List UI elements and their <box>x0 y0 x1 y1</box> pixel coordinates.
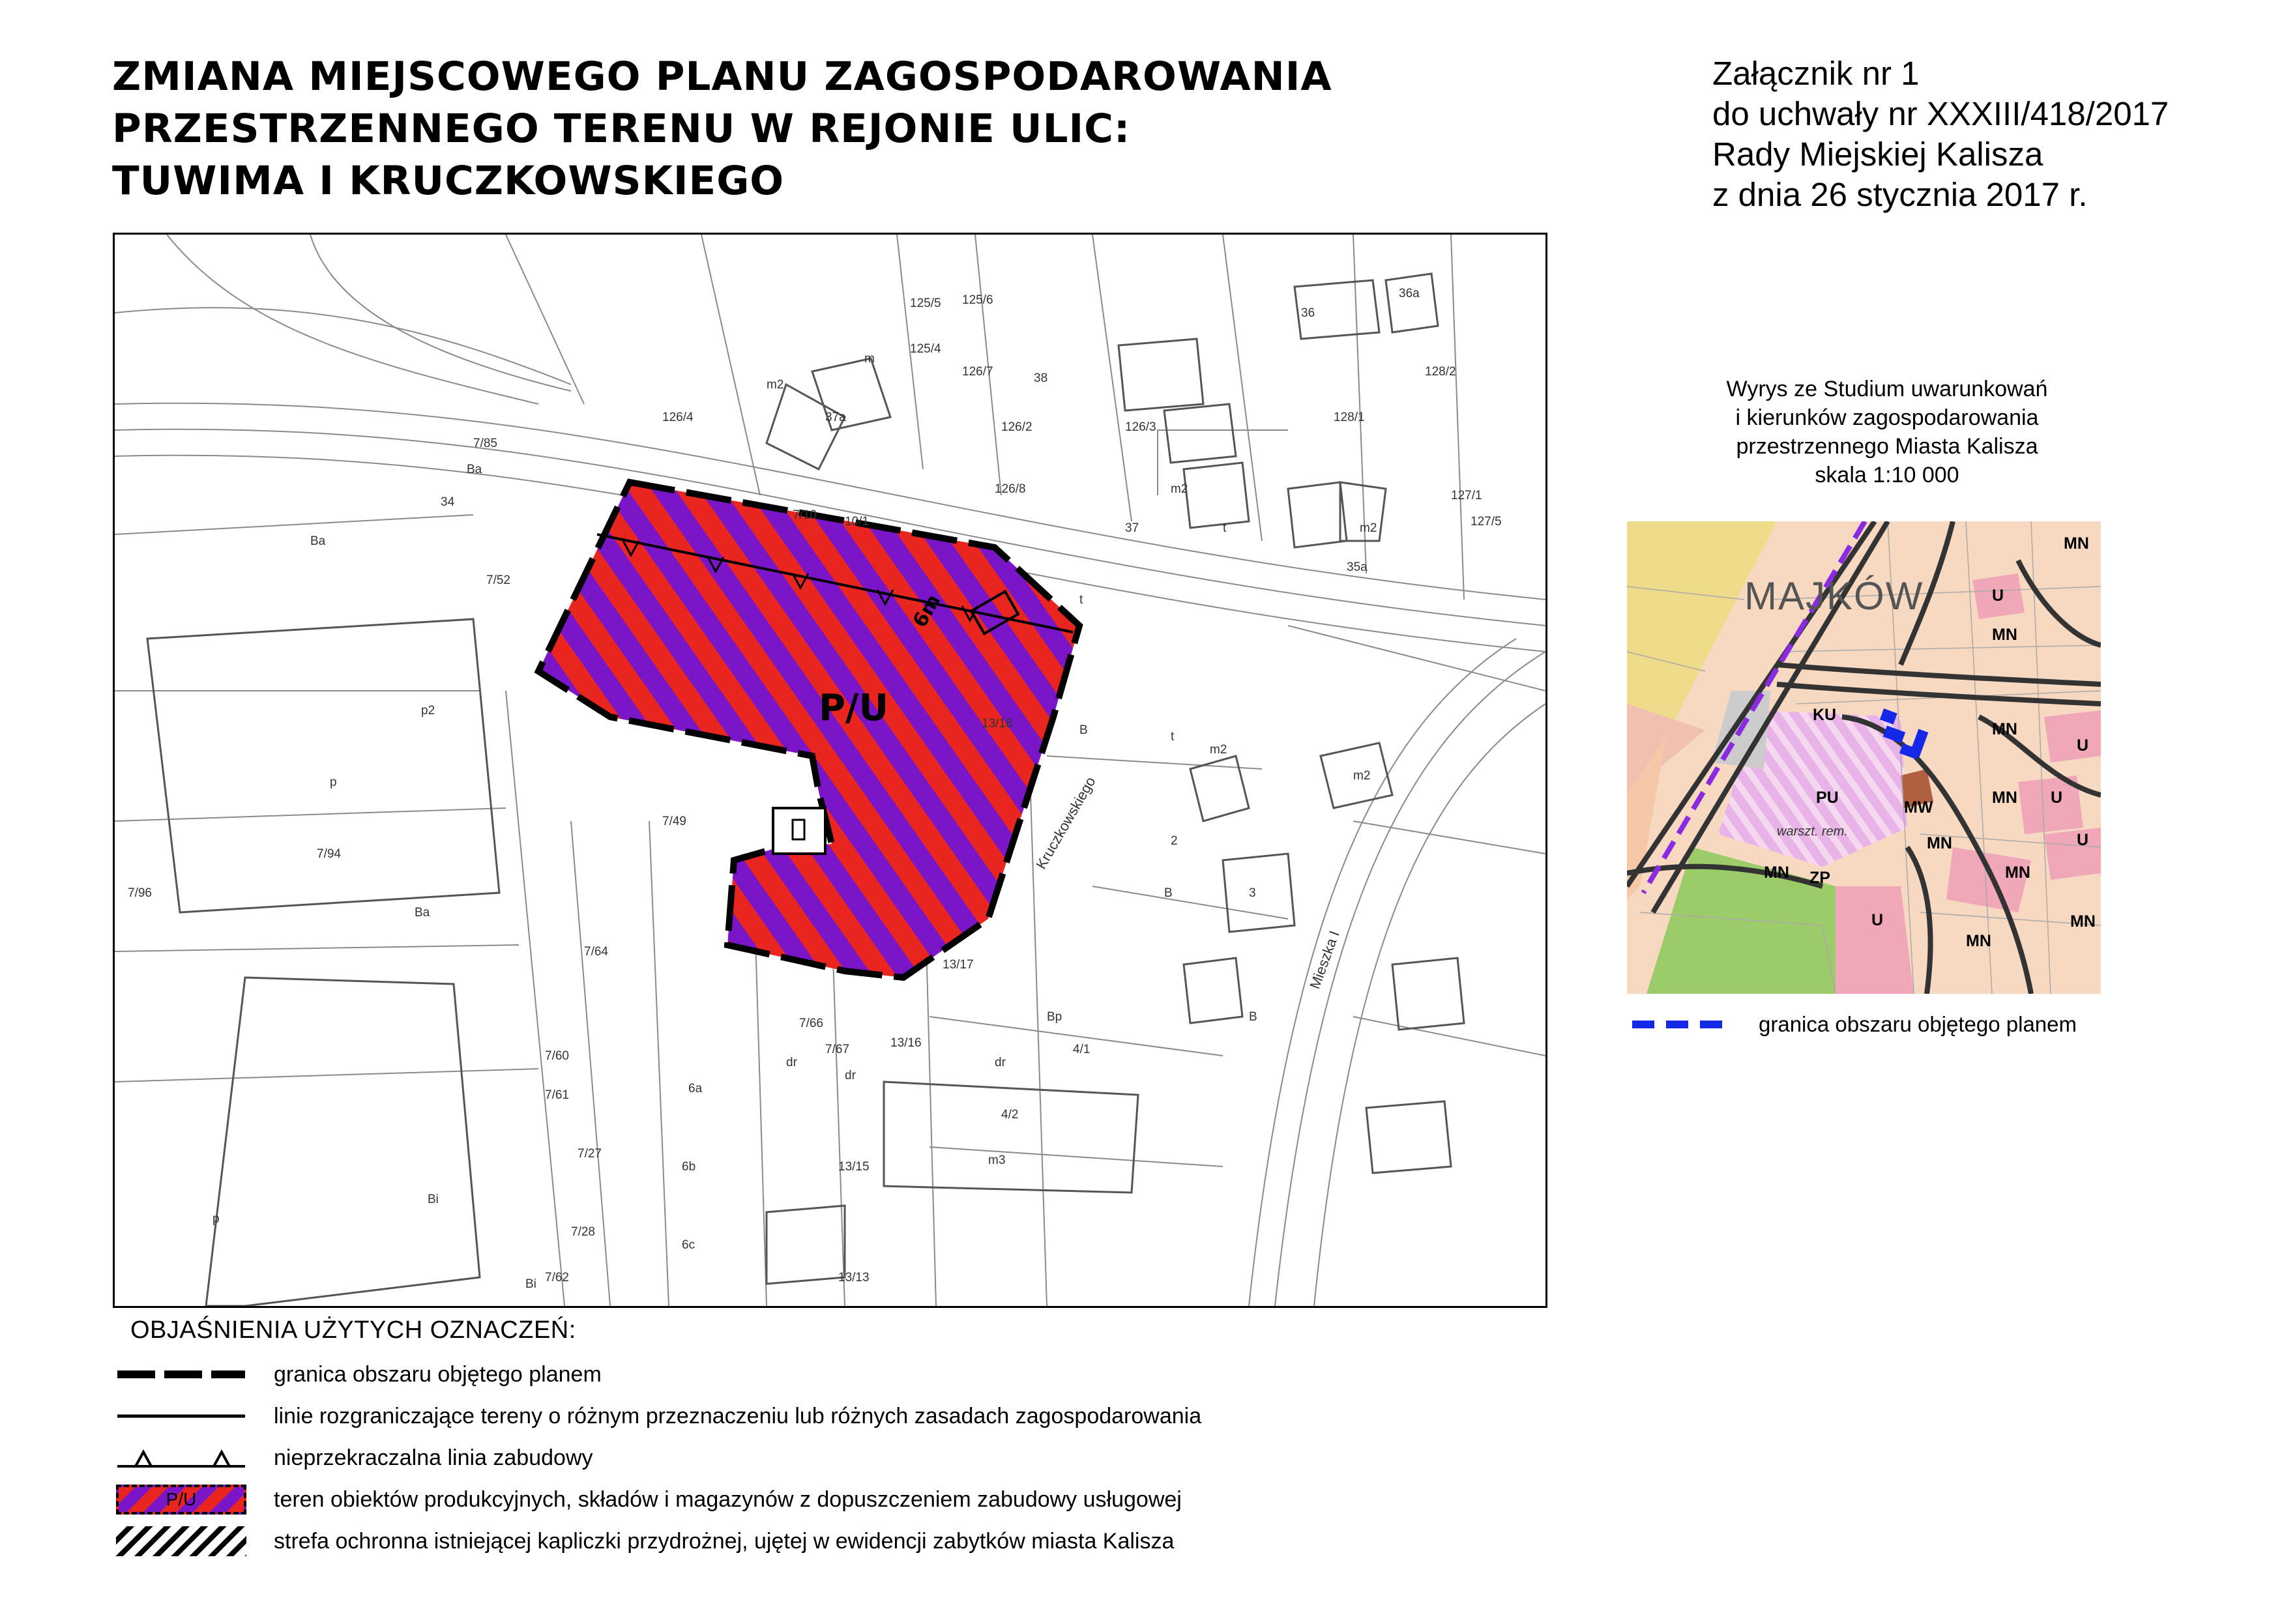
parcel-label: B <box>1249 1010 1257 1024</box>
parcel-label: m2 <box>1210 743 1227 757</box>
studium-caption-4: skala 1:10 000 <box>1815 463 1959 487</box>
parcel-label: p <box>330 776 337 789</box>
title-line-3: TUWIMA I KRUCZKOWSKIEGO <box>112 158 785 204</box>
parcel-label: Bi <box>428 1193 439 1206</box>
street-label-mieszka: Mieszka I <box>1306 928 1343 991</box>
building-line-icon <box>116 1442 246 1474</box>
parcel-label: m2 <box>767 378 784 392</box>
parcel-label: p <box>212 1212 220 1226</box>
studium-caption-2: i kierunków zagospodarowania <box>1735 405 2039 430</box>
studium-legend <box>1632 1012 2077 1037</box>
parcel-label: 126/4 <box>662 411 694 424</box>
zone-label-mw: MW <box>1904 798 1933 817</box>
zone-label-mn: MN <box>1992 789 2017 807</box>
parcel-label: m2 <box>1353 769 1371 783</box>
parcel-label: 34 <box>441 495 455 509</box>
parcel-label: 7/64 <box>584 945 608 959</box>
parcel-label: 127/1 <box>1451 489 1482 502</box>
parcel-label: 128/1 <box>1334 411 1365 424</box>
parcel-label: m3 <box>988 1153 1006 1167</box>
legend-text: nieprzekraczalna linia zabudowy <box>274 1445 593 1470</box>
parcel-label: Bi <box>525 1277 536 1291</box>
buildings <box>147 274 1464 1306</box>
legend-item <box>116 1437 1201 1479</box>
parcel-label: 7/67 <box>825 1043 849 1056</box>
zone-label-mn: MN <box>1992 626 2017 644</box>
legend-text: granica obszaru objętego planem <box>274 1361 602 1387</box>
parcel-label: dr <box>845 1069 856 1082</box>
parcel-label: 127/5 <box>1471 515 1502 529</box>
legend-heading: OBJAŚNIENIA UŻYTYCH OZNACZEŃ: <box>130 1316 576 1344</box>
parcel-label: 13/17 <box>943 958 974 972</box>
zone-label-u: U <box>2077 831 2089 849</box>
map-legend <box>116 1316 1201 1562</box>
attachment-line-2: do uchwały nr XXXIII/418/2017 <box>1712 95 2169 132</box>
attachment-line-3: Rady Miejskiej Kalisza <box>1712 136 2043 173</box>
title-line-1: ZMIANA MIEJSCOWEGO PLANU ZAGOSPODAROWANIA <box>112 53 1332 100</box>
studium-caption-3: przestrzennego Miasta Kalisza <box>1736 434 2038 459</box>
parcel-label: 6b <box>682 1160 696 1174</box>
zone-label-mn: MN <box>2064 534 2089 553</box>
warsztat-label: warszt. rem. <box>1777 824 1848 839</box>
parcel-label: Bp <box>1047 1010 1062 1024</box>
legend-text: strefa ochronna istniejącej kapliczki przydrożnej, ujętej w ewidencji zabytków miasta Kalisza <box>274 1528 1175 1554</box>
legend-item <box>116 1395 1201 1437</box>
zone-label-mn: MN <box>1927 834 1952 852</box>
parcel-label: 37a <box>825 411 846 424</box>
parcel-label: dr <box>995 1056 1006 1069</box>
parcel-label: 126/7 <box>962 365 993 379</box>
chapel-protection-zone <box>773 808 825 854</box>
pu-swatch-label: P/U <box>166 1489 197 1509</box>
zone-label-mn: MN <box>1764 863 1789 882</box>
parcel-label: 36 <box>1301 306 1315 320</box>
parcel-label: 126/2 <box>1001 420 1032 434</box>
parcel-label: Ba <box>415 906 430 920</box>
boundary-swatch-icon <box>1632 1018 1730 1031</box>
parcel-label: 7/28 <box>571 1225 595 1239</box>
parcel-label: 7/94 <box>317 847 341 861</box>
parcel-label: 13/13 <box>838 1271 870 1284</box>
attachment-line-4: z dnia 26 stycznia 2017 r. <box>1712 176 2088 213</box>
parcel-label: t <box>1223 521 1227 535</box>
parcel-label: 3 <box>1249 886 1256 900</box>
legend-text: linie rozgraniczające tereny o różnym przeznaczeniu lub różnych zasadach zagospodarowania <box>274 1403 1202 1428</box>
legend-item <box>116 1520 1201 1562</box>
street-label-kruczkowskiego: Kruczkowskiego <box>1032 774 1099 872</box>
parcel-label: 38 <box>1034 371 1048 385</box>
parcel-label: 4/1 <box>1073 1043 1091 1056</box>
main-map[interactable] <box>113 233 1547 1308</box>
parcel-label: 36a <box>1399 287 1420 300</box>
zone-label-mn: MN <box>1992 720 2017 738</box>
attachment-line-1: Załącznik nr 1 <box>1712 55 1920 92</box>
parcel-label: 10/1 <box>845 515 869 529</box>
protection-zone-swatch-icon <box>116 1526 246 1556</box>
zone-label-u: U <box>1871 911 1884 929</box>
parcel-label: 13/15 <box>838 1160 870 1174</box>
legend-text: teren obiektów produkcyjnych, składów i magazynów z dopuszczeniem zabudowy usługowej <box>274 1486 1182 1512</box>
title-line-2: PRZESTRZENNEGO TERENU W REJONIE ULIC: <box>112 106 1131 152</box>
parcel-label: 125/4 <box>910 342 941 356</box>
parcel-label: m2 <box>1360 521 1377 535</box>
studium-map[interactable] <box>1627 521 2101 994</box>
parcel-label: 37 <box>1125 521 1139 535</box>
parcel-label: m <box>864 352 875 366</box>
studium-caption <box>1649 375 2125 489</box>
legend-item <box>116 1354 1201 1395</box>
parcel-label: B <box>1164 886 1173 900</box>
attachment-note <box>1712 53 2169 215</box>
zone-label-u: U <box>2077 736 2089 755</box>
zone-label-mn: MN <box>1966 932 1991 950</box>
parcel-label: 6a <box>688 1082 703 1095</box>
parcel-label: 13/16 <box>890 1036 922 1050</box>
parcel-label: m2 <box>1171 482 1188 496</box>
parcel-label: 125/6 <box>962 293 993 307</box>
zone-label-mn: MN <box>2005 863 2030 882</box>
parcel-label: dr <box>786 1056 797 1069</box>
parcel-label: t <box>1079 593 1083 607</box>
zone-line-icon <box>116 1400 246 1432</box>
parcel-label: t <box>1171 730 1175 744</box>
parcel-label: 35a <box>1347 560 1368 574</box>
parcel-label: 7/27 <box>578 1147 602 1161</box>
parcel-label: 7/61 <box>545 1088 569 1102</box>
zone-label-ku: KU <box>1813 706 1837 724</box>
plan-boundary-icon <box>116 1358 246 1391</box>
parcel-label: p2 <box>421 704 435 718</box>
studium-legend-text: granica obszaru objętego planem <box>1759 1012 2077 1036</box>
parcel-label: Ba <box>467 463 482 476</box>
parcel-label: 7/96 <box>128 886 152 900</box>
place-label-majkow: MAJKÓW <box>1744 574 1924 618</box>
parcel-label: 7/49 <box>662 815 686 828</box>
zone-label-mn: MN <box>2070 912 2096 931</box>
main-map-drawing <box>115 235 1545 1306</box>
studium-caption-1: Wyrys ze Studium uwarunkowań <box>1726 377 2048 401</box>
parcel-label: 2 <box>1171 834 1178 848</box>
pu-zone-label: P/U <box>819 687 888 729</box>
pu-zone-swatch-icon <box>116 1485 246 1515</box>
plan-title <box>112 51 1351 207</box>
parcel-label: 7/66 <box>799 1017 823 1030</box>
parcel-label: 7/10 <box>793 508 817 522</box>
parcel-label: 126/8 <box>995 482 1026 496</box>
parcel-label: 7/85 <box>473 437 497 450</box>
parcel-label: 13/18 <box>982 717 1013 731</box>
parcel-label: 126/3 <box>1125 420 1156 434</box>
parcel-label: 6c <box>682 1238 695 1252</box>
zone-label-u: U <box>2051 789 2063 807</box>
zone-label-pu: PU <box>1816 789 1839 807</box>
legend-item <box>116 1479 1201 1520</box>
parcel-label: 7/60 <box>545 1049 569 1063</box>
zone-label-zp: ZP <box>1809 869 1830 887</box>
parcel-label: 7/62 <box>545 1271 569 1284</box>
parcel-label: B <box>1079 723 1088 737</box>
parcel-label: 128/2 <box>1425 365 1456 379</box>
zone-label-u: U <box>1992 587 2004 605</box>
parcel-label: Ba <box>310 534 326 548</box>
parcel-label: 125/5 <box>910 297 941 310</box>
parcel-label: 7/52 <box>486 573 510 587</box>
setback-label: 6m <box>908 590 946 631</box>
parcel-label: 4/2 <box>1001 1108 1019 1122</box>
